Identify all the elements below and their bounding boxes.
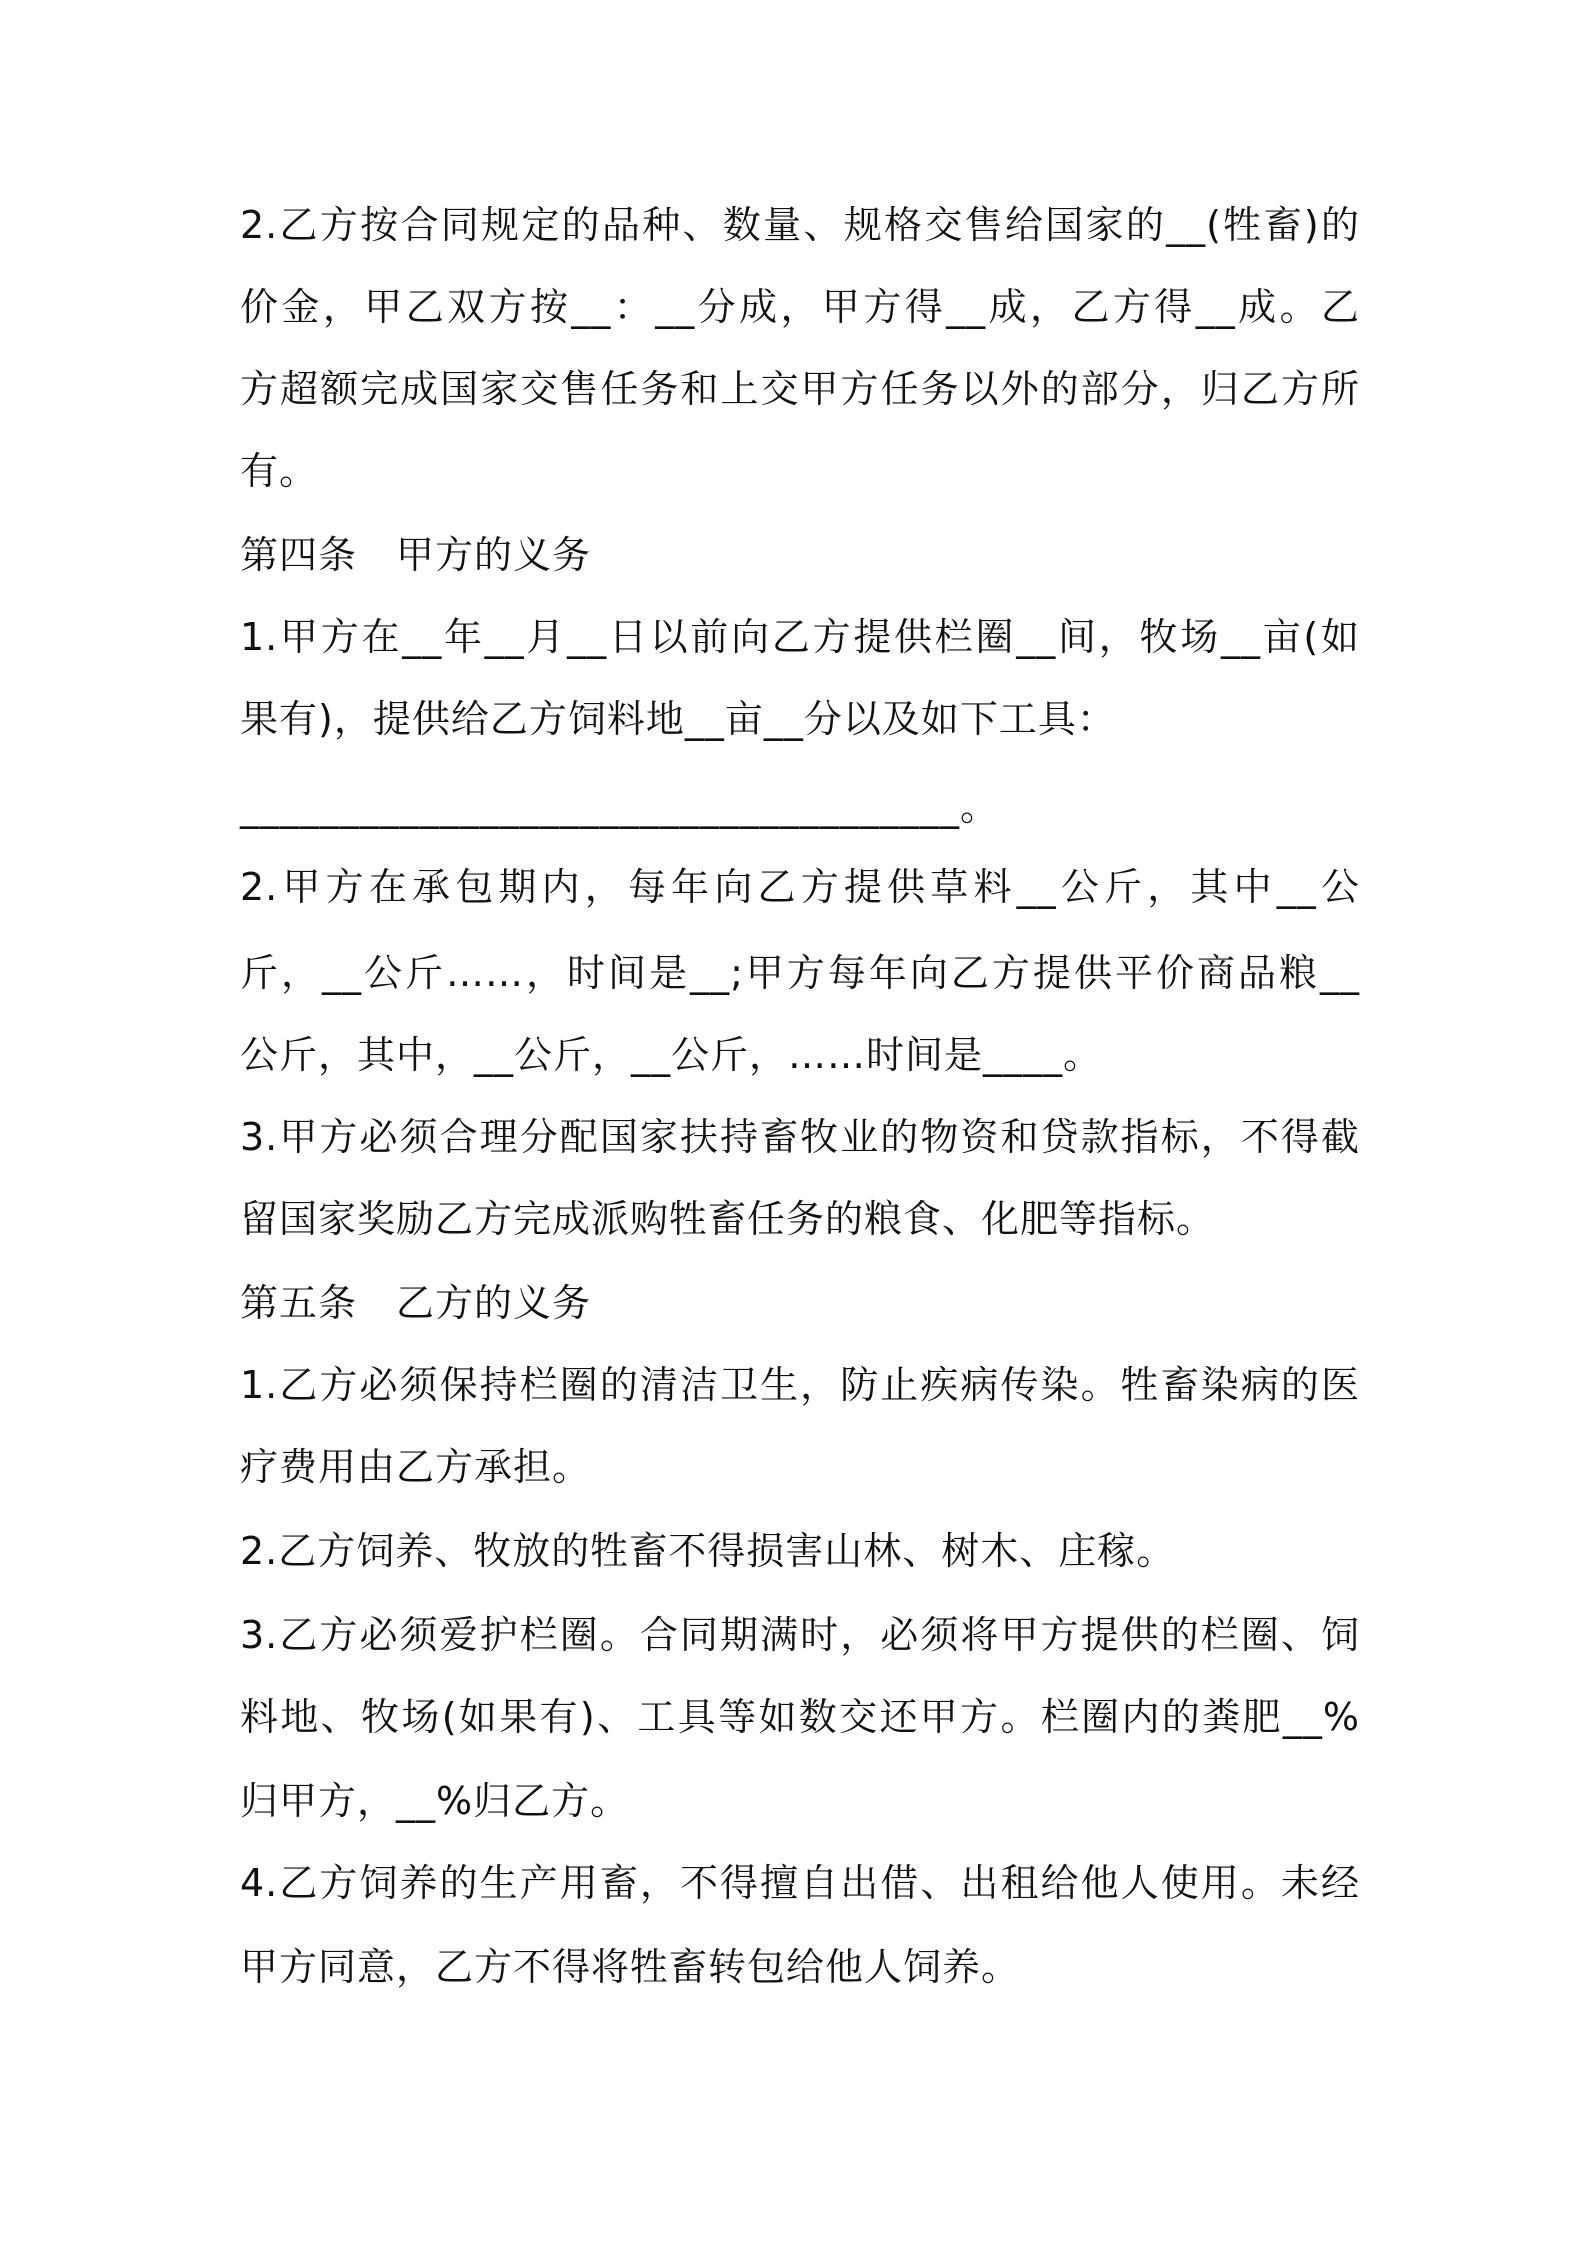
text-line: 料地、牧场(如果有)、工具等如数交还甲方。栏圈内的粪肥__% <box>240 1695 1360 1739</box>
text-line: 疗费用由乙方承担。 <box>240 1445 592 1489</box>
text-line: 3.甲方必须合理分配国家扶持畜牧业的物资和贷款指标，不得截 <box>240 1115 1360 1159</box>
text-line: 公斤，其中，__公斤，__公斤，……时间是____。 <box>240 1033 1103 1077</box>
section-heading-5: 第五条 乙方的义务 <box>240 1281 592 1325</box>
blank-fill-line: ____________________________________。 <box>240 785 1000 829</box>
text-line: 4.乙方饲养的生产用畜，不得擅自出借、出租给他人使用。未经 <box>240 1861 1360 1905</box>
text-line: 归甲方，__%归乙方。 <box>240 1779 630 1823</box>
text-line: 2.甲方在承包期内，每年向乙方提供草料__公斤，其中__公 <box>240 865 1360 909</box>
text-line: 2.乙方按合同规定的品种、数量、规格交售给国家的__(牲畜)的 <box>240 203 1360 247</box>
text-line: 方超额完成国家交售任务和上交甲方任务以外的部分，归乙方所 <box>240 367 1360 411</box>
text-line: 斤，__公斤……，时间是__;甲方每年向乙方提供平价商品粮__ <box>240 951 1360 995</box>
text-line: 有。 <box>240 449 319 493</box>
text-line: 1.甲方在__年__月__日以前向乙方提供栏圈__间，牧场__亩(如 <box>240 615 1360 659</box>
text-line: 2.乙方饲养、牧放的牲畜不得损害山林、树木、庄稼。 <box>240 1529 1176 1573</box>
text-line: 果有)，提供给乙方饲料地__亩__分以及如下工具： <box>240 697 1116 741</box>
text-line: 留国家奖励乙方完成派购牲畜任务的粮食、化肥等指标。 <box>240 1197 1216 1241</box>
section-heading-4: 第四条 甲方的义务 <box>240 533 592 577</box>
text-line: 1.乙方必须保持栏圈的清洁卫生，防止疾病传染。牲畜染病的医 <box>240 1363 1360 1407</box>
text-line: 甲方同意，乙方不得将牲畜转包给他人饲养。 <box>240 1945 1021 1989</box>
text-line: 3.乙方必须爱护栏圈。合同期满时，必须将甲方提供的栏圈、饲 <box>240 1613 1360 1657</box>
text-line: 价金，甲乙双方按__：__分成，甲方得__成，乙方得__成。乙 <box>240 285 1360 329</box>
